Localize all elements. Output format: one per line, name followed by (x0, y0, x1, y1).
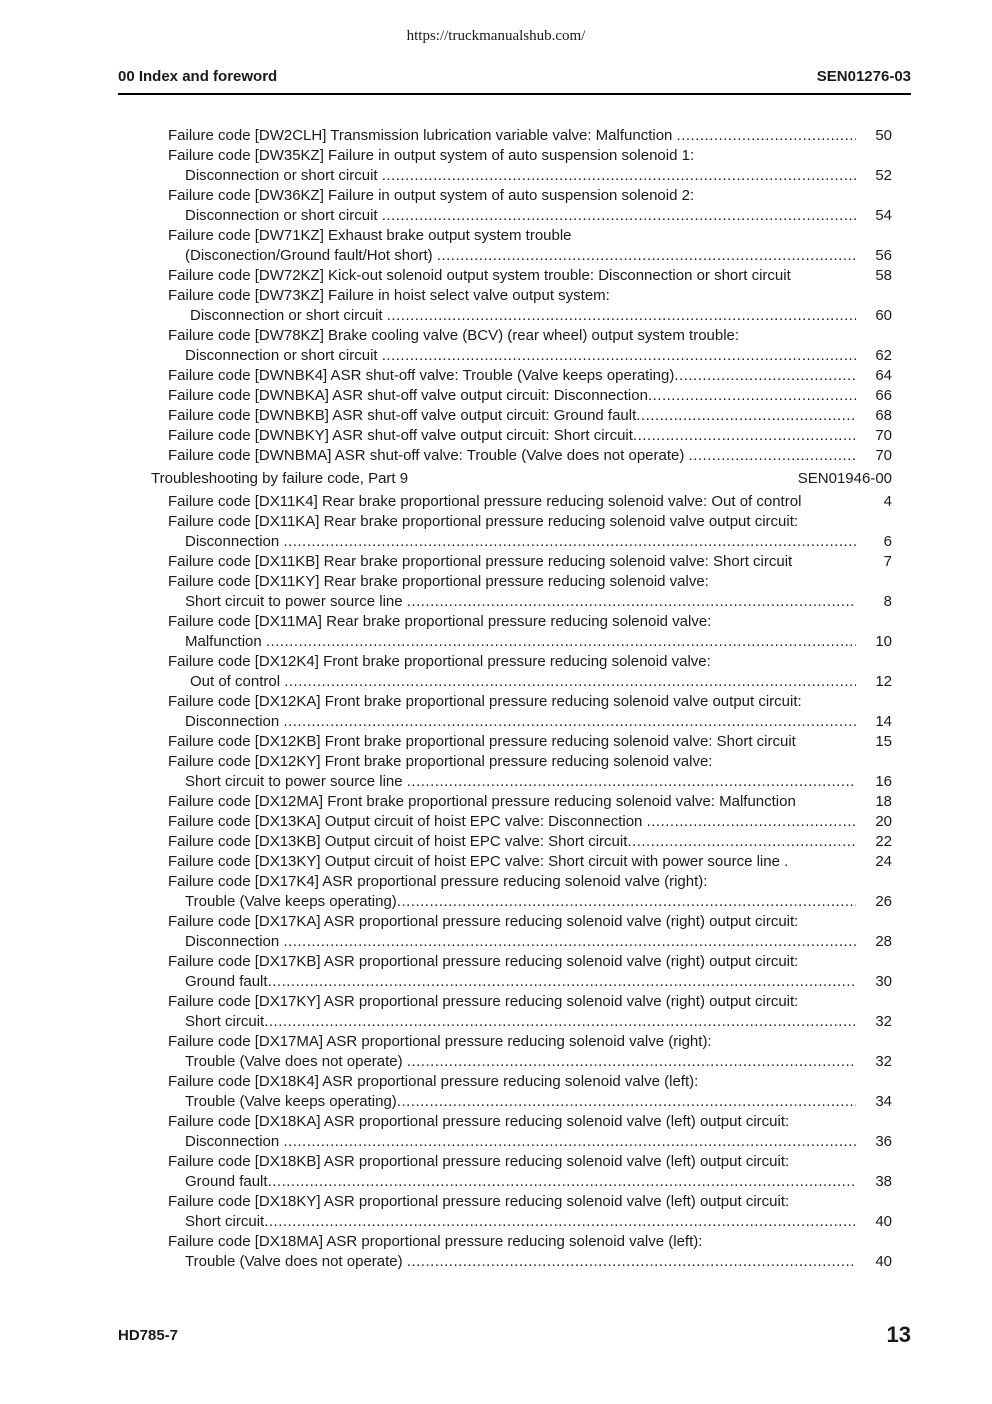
toc-entry-text[interactable]: Disconnection (185, 713, 284, 730)
toc-entry-line (0, 932, 992, 952)
toc-entry-text[interactable]: Trouble (Valve does not operate) (185, 1253, 407, 1270)
toc-entry-text[interactable]: Failure code [DX11K4] Rear brake proportional pressure reducing solenoid valve: Out of control (168, 493, 802, 510)
toc-entry-text[interactable]: Failure code [DX12KY] Front brake proportional pressure reducing solenoid valve: (168, 753, 713, 770)
toc-entry-leader (185, 246, 856, 266)
toc-entry-leader (185, 712, 856, 732)
toc-entry-text[interactable]: Failure code [DX17KY] ASR proportional pressure reducing solenoid valve (right) output circuit: (168, 993, 799, 1010)
toc-entry-line (0, 426, 992, 446)
toc-page-number[interactable]: 56 (875, 247, 892, 264)
toc-entry-line (0, 632, 992, 652)
dot-leader (264, 1212, 856, 1232)
toc-entry-text[interactable]: Failure code [DW36KZ] Failure in output system of auto suspension solenoid 2: (168, 187, 695, 204)
toc-entry-leader (185, 1132, 856, 1152)
toc-entry-leader (168, 426, 856, 446)
dot-leader (283, 932, 856, 952)
toc-part-heading (0, 466, 992, 492)
toc-entry-text[interactable]: Failure code [DX13KY] Output circuit of hoist EPC valve: Short circuit with power source line . (168, 853, 789, 870)
toc-entry-line (0, 1052, 992, 1072)
toc-entry-leader (185, 772, 856, 792)
source-url[interactable]: https://truckmanualshub.com/ (406, 28, 586, 44)
toc-page-number[interactable]: 62 (875, 347, 892, 364)
toc-entry-text[interactable]: Short circuit (185, 1013, 265, 1030)
dot-leader (283, 1132, 856, 1152)
toc-entry-text[interactable]: Failure code [DW72KZ] Kick-out solenoid output system trouble: Disconnection or short circuit (168, 267, 791, 284)
toc-entry-line (0, 1232, 992, 1252)
toc-entry-text[interactable]: Trouble (Valve keeps operating) (185, 1093, 397, 1110)
dot-leader (647, 812, 856, 832)
toc-entry-leader (185, 1252, 856, 1272)
toc-entry-text[interactable]: Disconnection or short circuit (185, 347, 382, 364)
toc-entry-text[interactable]: Failure code [DX18KA] ASR proportional pressure reducing solenoid valve (left) output circuit: (168, 1113, 790, 1130)
toc-entry-line (0, 752, 992, 772)
toc-page-number[interactable]: 70 (875, 447, 892, 464)
toc-entry-line (0, 1012, 992, 1032)
toc-entry-text[interactable]: Failure code [DX12KB] Front brake proportional pressure reducing solenoid valve: Short circuit (168, 733, 796, 750)
toc-entry-text[interactable]: Failure code [DX11MA] Rear brake proportional pressure reducing solenoid valve: (168, 613, 712, 630)
toc-entry-line (0, 972, 992, 992)
toc-entry-text[interactable]: Short circuit to power source line (185, 593, 407, 610)
dot-leader (407, 592, 856, 612)
toc-page-number[interactable]: 16 (875, 773, 892, 790)
dot-leader (284, 672, 856, 692)
toc-page-number[interactable]: 38 (875, 1173, 892, 1190)
toc-entry-line (0, 952, 992, 972)
dot-leader (382, 206, 856, 226)
table-of-contents (0, 126, 992, 1272)
dot-leader (407, 1052, 856, 1072)
toc-page-number[interactable]: 14 (875, 713, 892, 730)
toc-entry-text[interactable]: Failure code [DX17MA] ASR proportional pressure reducing solenoid valve (right): (168, 1033, 712, 1050)
toc-entry-line (0, 1112, 992, 1132)
toc-entry-leader (185, 1052, 856, 1072)
toc-entry-line (0, 772, 992, 792)
toc-page-number[interactable]: 4 (883, 493, 892, 510)
toc-entry-text[interactable]: Disconnection or short circuit (185, 167, 382, 184)
dot-leader (397, 1092, 856, 1112)
toc-entry-text[interactable]: Failure code [DWNBKA] ASR shut-off valve output circuit: Disconnection (168, 387, 648, 404)
toc-entry-leader (190, 672, 856, 692)
toc-entry-line (0, 652, 992, 672)
toc-entry-text[interactable]: Failure code [DWNBKB] ASR shut-off valve output circuit: Ground fault (168, 407, 637, 424)
toc-entry-line (0, 992, 992, 1012)
document-code: SEN01276-03 (816, 68, 911, 85)
toc-entry-text[interactable]: Failure code [DX17KB] ASR proportional pressure reducing solenoid valve (right) output circuit: (168, 953, 799, 970)
toc-entry-text[interactable]: Disconnection (185, 1133, 284, 1150)
toc-page-number[interactable]: 18 (875, 793, 892, 810)
toc-entry-leader (168, 832, 856, 852)
dot-leader (266, 632, 856, 652)
toc-entry-text[interactable]: Failure code [DX12KA] Front brake proportional pressure reducing solenoid valve output circuit: (168, 693, 802, 710)
toc-page-number[interactable]: 58 (875, 267, 892, 284)
toc-entry-leader (190, 306, 856, 326)
toc-page-number[interactable]: 24 (875, 853, 892, 870)
toc-entry-line (0, 1132, 992, 1152)
toc-entry-line (0, 286, 992, 306)
toc-entry-text[interactable]: Trouble (Valve does not operate) (185, 1053, 407, 1070)
toc-page-number[interactable]: 7 (883, 553, 892, 570)
dot-leader (633, 426, 856, 446)
dot-leader (397, 892, 856, 912)
toc-page-number[interactable]: 36 (875, 1133, 892, 1150)
toc-entry-text[interactable]: Disconnection or short circuit (190, 307, 387, 324)
toc-page-number[interactable]: 22 (875, 833, 892, 850)
toc-page-number[interactable]: 10 (875, 633, 892, 650)
toc-entry-line (0, 552, 992, 572)
toc-entry-leader (185, 532, 856, 552)
toc-entry-text[interactable]: Trouble (Valve keeps operating) (185, 893, 397, 910)
toc-entry-leader (168, 126, 856, 146)
toc-entry-text[interactable]: Out of control (190, 673, 285, 690)
toc-entry-line (0, 912, 992, 932)
dot-leader (283, 712, 856, 732)
toc-page-number[interactable]: 32 (875, 1013, 892, 1030)
toc-entry-line (0, 1252, 992, 1272)
toc-entry-line (0, 126, 992, 146)
toc-entry-line (0, 572, 992, 592)
toc-page-number[interactable]: 6 (883, 533, 892, 550)
toc-entry-text[interactable]: Ground fault (185, 973, 268, 990)
toc-entry-text[interactable]: Failure code [DX18KB] ASR proportional pressure reducing solenoid valve (left) output circuit: (168, 1153, 790, 1170)
toc-entry-text[interactable]: Failure code [DW2CLH] Transmission lubrication variable valve: Malfunction (168, 127, 677, 144)
toc-entry-text[interactable]: Failure code [DWNBK4] ASR shut-off valve: Trouble (Valve keeps operating) (168, 367, 675, 384)
toc-entry-line (0, 612, 992, 632)
dot-leader (387, 306, 856, 326)
toc-entry-leader (185, 1012, 856, 1032)
toc-entry-line (0, 146, 992, 166)
toc-entry-leader (185, 632, 856, 652)
toc-page-number[interactable]: 40 (875, 1253, 892, 1270)
dot-leader (268, 972, 856, 992)
toc-entry-leader (168, 366, 856, 386)
toc-page-number[interactable]: 32 (875, 1053, 892, 1070)
toc-entry-line (0, 732, 992, 752)
toc-entry-line (0, 246, 992, 266)
toc-entry-text[interactable]: Failure code [DX17KA] ASR proportional pressure reducing solenoid valve (right) output circuit: (168, 913, 799, 930)
toc-entry-leader (185, 1172, 856, 1192)
toc-entry-text[interactable]: Failure code [DW71KZ] Exhaust brake output system trouble (168, 227, 572, 244)
toc-entry-text[interactable]: Failure code [DW35KZ] Failure in output system of auto suspension solenoid 1: (168, 147, 695, 164)
toc-entry-line (0, 812, 992, 832)
toc-entry-line (0, 1072, 992, 1092)
toc-entry-leader (185, 206, 856, 226)
dot-leader (268, 1172, 856, 1192)
toc-entry-line (0, 386, 992, 406)
dot-leader (677, 126, 856, 146)
dot-leader (382, 346, 856, 366)
toc-entry-leader (168, 386, 856, 406)
toc-entry-text[interactable]: Failure code [DW73KZ] Failure in hoist select valve output system: (168, 287, 610, 304)
toc-entry-text[interactable]: Ground fault (185, 1173, 268, 1190)
toc-entry-text[interactable]: Failure code [DX11KA] Rear brake proportional pressure reducing solenoid valve output circuit: (168, 513, 799, 530)
section-title: 00 Index and foreword (118, 68, 278, 85)
page-number: 13 (886, 1322, 911, 1347)
toc-entry-line (0, 1152, 992, 1172)
toc-page-number[interactable]: 66 (875, 387, 892, 404)
toc-entry-line (0, 366, 992, 386)
toc-entry-line (0, 872, 992, 892)
header-rule (118, 93, 911, 95)
toc-page-number[interactable]: 54 (875, 207, 892, 224)
toc-entry-line (0, 166, 992, 186)
toc-entry-line (0, 492, 992, 512)
toc-entry-line (0, 186, 992, 206)
toc-entry-line (0, 832, 992, 852)
toc-page-number[interactable]: 26 (875, 893, 892, 910)
toc-entry-leader (185, 1212, 856, 1232)
toc-entry-leader (168, 812, 856, 832)
dot-leader (264, 1012, 856, 1032)
toc-entry-text[interactable]: Failure code [DX12MA] Front brake proportional pressure reducing solenoid valve: Malfunction (168, 793, 796, 810)
toc-entry-text[interactable]: Short circuit to power source line (185, 773, 407, 790)
toc-entry-text[interactable]: Failure code [DX18MA] ASR proportional pressure reducing solenoid valve (left): (168, 1233, 703, 1250)
toc-entry-line (0, 326, 992, 346)
toc-entry-leader (185, 346, 856, 366)
toc-entry-line (0, 532, 992, 552)
toc-page-number[interactable]: 50 (875, 127, 892, 144)
toc-entry-line (0, 892, 992, 912)
toc-entry-line (0, 206, 992, 226)
toc-entry-line (0, 672, 992, 692)
toc-entry-line (0, 1192, 992, 1212)
toc-entry-line (0, 592, 992, 612)
toc-page-number[interactable]: 52 (875, 167, 892, 184)
toc-entry-leader (185, 972, 856, 992)
machine-model: HD785-7 (118, 1327, 179, 1344)
toc-entry-line (0, 1212, 992, 1232)
toc-page-number[interactable]: 28 (875, 933, 892, 950)
toc-entry-text[interactable]: Failure code [DX13KA] Output circuit of hoist EPC valve: Disconnection (168, 813, 647, 830)
toc-entry-text[interactable]: Failure code [DX18KY] ASR proportional pressure reducing solenoid valve (left) output circuit: (168, 1193, 790, 1210)
toc-entry-line (0, 1032, 992, 1052)
toc-page-number[interactable]: 20 (875, 813, 892, 830)
dot-leader (689, 446, 856, 466)
dot-leader (283, 532, 856, 552)
toc-entry-text[interactable]: Failure code [DWNBKY] ASR shut-off valve output circuit: Short circuit (168, 427, 633, 444)
toc-entry-leader (185, 166, 856, 186)
dot-leader (382, 166, 856, 186)
toc-entry-line (0, 406, 992, 426)
toc-page-number[interactable]: 40 (875, 1213, 892, 1230)
toc-entry-leader (168, 406, 856, 426)
toc-entry-line (0, 1172, 992, 1192)
toc-entry-leader (185, 592, 856, 612)
toc-entry-text[interactable]: Disconnection (185, 933, 284, 950)
toc-entry-text[interactable]: Failure code [DWNBMA] ASR shut-off valve: Trouble (Valve does not operate) (168, 447, 689, 464)
toc-page-number[interactable]: 70 (875, 427, 892, 444)
toc-entry-line (0, 266, 992, 286)
toc-entry-line (0, 712, 992, 732)
toc-entry-leader (168, 446, 856, 466)
part-title[interactable]: Troubleshooting by failure code, Part 9 (151, 470, 409, 487)
toc-entry-line (0, 346, 992, 366)
toc-entry-line (0, 226, 992, 246)
toc-entry-line (0, 1092, 992, 1112)
toc-page-number[interactable]: 8 (883, 593, 892, 610)
toc-page-number[interactable]: 12 (875, 673, 892, 690)
dot-leader (627, 832, 856, 852)
toc-page-number[interactable]: 68 (875, 407, 892, 424)
dot-leader (674, 366, 856, 386)
dot-leader (437, 246, 856, 266)
toc-entry-line (0, 306, 992, 326)
toc-entry-line (0, 512, 992, 532)
toc-entry-text[interactable]: Malfunction (185, 633, 266, 650)
toc-entry-leader (185, 932, 856, 952)
toc-entry-leader (185, 892, 856, 912)
toc-entry-text[interactable]: Failure code [DX11KB] Rear brake proportional pressure reducing solenoid valve: Short circuit (168, 553, 793, 570)
toc-entry-text[interactable]: Disconnection (185, 533, 284, 550)
toc-entry-text[interactable]: (Disconection/Ground fault/Hot short) (185, 247, 437, 264)
toc-entry-text[interactable]: Short circuit (185, 1213, 265, 1230)
toc-entry-line (0, 692, 992, 712)
toc-entry-text[interactable]: Failure code [DX11KY] Rear brake proportional pressure reducing solenoid valve: (168, 573, 709, 590)
toc-page-number[interactable]: 60 (875, 307, 892, 324)
toc-entry-text[interactable]: Failure code [DX13KB] Output circuit of hoist EPC valve: Short circuit (168, 833, 628, 850)
toc-entry-line (0, 792, 992, 812)
toc-entry-text[interactable]: Failure code [DX18K4] ASR proportional pressure reducing solenoid valve (left): (168, 1073, 699, 1090)
toc-page-number[interactable]: 15 (875, 733, 892, 750)
toc-entry-line (0, 852, 992, 872)
dot-leader (407, 772, 856, 792)
part-document-code: SEN01946-00 (797, 470, 892, 487)
toc-page-number[interactable]: 64 (875, 367, 892, 384)
dot-leader (407, 1252, 856, 1272)
toc-entry-text[interactable]: Failure code [DX17K4] ASR proportional pressure reducing solenoid valve (right): (168, 873, 708, 890)
toc-entry-line (0, 446, 992, 466)
toc-page-number[interactable]: 34 (875, 1093, 892, 1110)
toc-entry-leader (185, 1092, 856, 1112)
dot-leader (648, 386, 856, 406)
toc-entry-text[interactable]: Disconnection or short circuit (185, 207, 382, 224)
toc-entry-text[interactable]: Failure code [DW78KZ] Brake cooling valve (BCV) (rear wheel) output system trouble: (168, 327, 740, 344)
toc-page-number[interactable]: 30 (875, 973, 892, 990)
toc-entry-text[interactable]: Failure code [DX12K4] Front brake proportional pressure reducing solenoid valve: (168, 653, 711, 670)
dot-leader (636, 406, 856, 426)
